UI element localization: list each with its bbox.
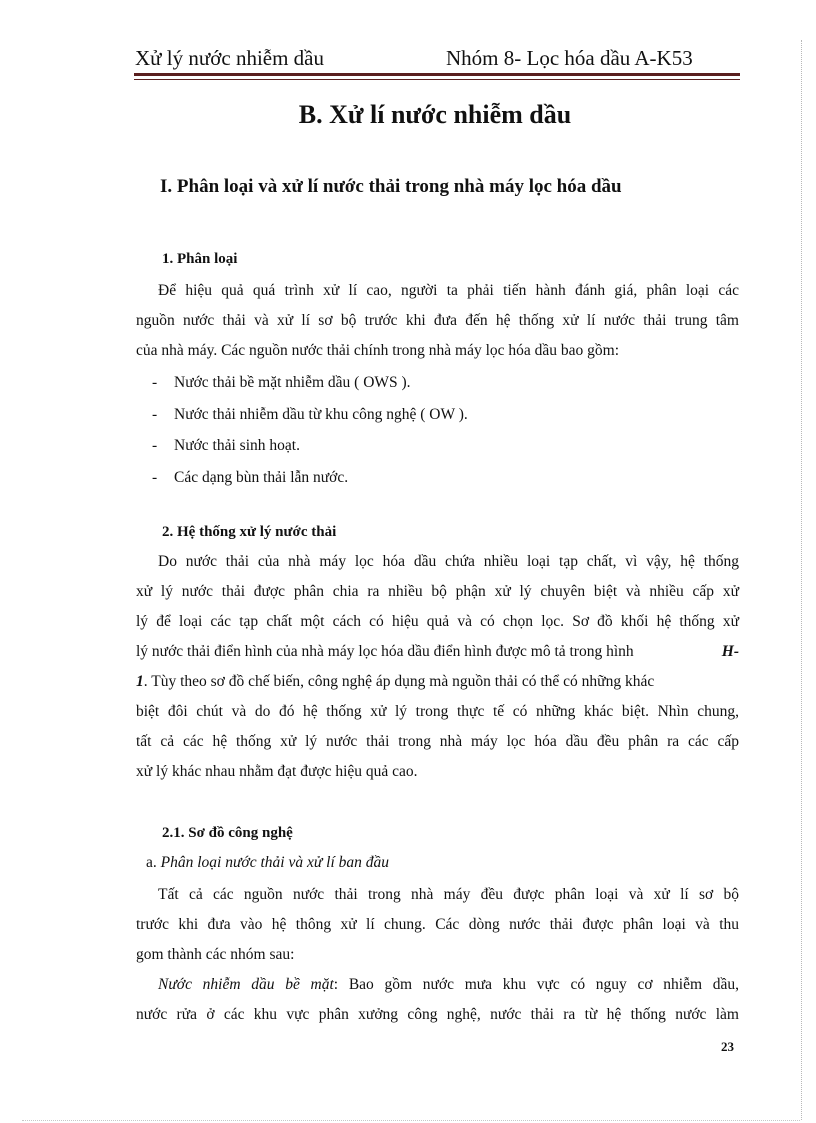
list-item: - Nước thải bề mặt nhiễm dầu ( OWS ).: [152, 374, 411, 391]
paragraph-line: Nước nhiễm dầu bề mặt: Bao gồm nước mưa khu vực có nguy cơ nhiễm dầu,: [158, 976, 739, 993]
paragraph-line: Tất cả các nguồn nước thải trong nhà máy đều được phân loại và xử lí sơ bộ: [158, 886, 739, 903]
list-item: - Các dạng bùn thải lẫn nước.: [152, 468, 349, 486]
paragraph-line: của nhà máy. Các nguồn nước thải chính trong nhà máy lọc hóa dầu bao gồm:: [136, 342, 620, 359]
paragraph-line: tất cả các hệ thống xử lý nước thải trong nhà máy lọc hóa dầu đều phân ra các cấp: [136, 733, 739, 750]
paragraph-line: 1. Tùy theo sơ đồ chế biến, công nghệ áp dụng mà nguồn thải có thể có những khác: [136, 673, 655, 690]
paragraph-line: gom thành các nhóm sau:: [136, 946, 295, 963]
paragraph-line: nguồn nước thải và xử lí sơ bộ trước khi đưa đến hệ thống xử lí nước thải trung tâm: [136, 312, 739, 329]
header-right-title: Nhóm 8- Lọc hóa dầu A-K53: [446, 46, 693, 70]
paragraph-line: trước khi đưa vào hệ thông xử lí chung. Các dòng nước thải được phân loại và thu: [136, 916, 739, 933]
paragraph-line: nước rửa ở các khu vực phân xưởng công nghệ, nước thải ra từ hệ thống nước làm: [136, 1006, 739, 1023]
header-left-title: Xử lý nước nhiễm dầu: [135, 46, 324, 70]
bullet-list-sources: [152, 367, 468, 493]
paragraph-line: lý để loại các tạp chất một cách có hiệu quả và có chọn lọc. Sơ đồ khối hệ thống xử: [136, 613, 739, 630]
paragraph-he-thong: [136, 547, 739, 787]
header-rule-thick: [134, 73, 740, 76]
page-number: 23: [721, 1039, 734, 1054]
paragraph-phan-loai-nuoc-thai: [136, 880, 739, 1030]
page-border-bottom: [22, 1120, 800, 1121]
paragraph-line: xử lý nước thải được phân chia ra nhiều bộ phận xử lý chuyên biệt và nhiều cấp xử: [136, 583, 739, 600]
paragraph-line: xử lý khác nhau nhằm đạt được hiệu quả cao.: [136, 763, 418, 780]
header-rule-thin: [134, 79, 740, 80]
subsection-heading-2: 2. Hệ thống xử lý nước thải: [162, 524, 337, 540]
figure-reference: H-: [721, 643, 739, 660]
paragraph-line: biệt đôi chút và do đó hệ thống xử lý trong thực tế có những khác biệt. Nhìn chung,: [136, 703, 739, 720]
list-item: - Nước thải nhiễm dầu từ khu công nghệ ( OW ).: [152, 405, 468, 423]
list-item: - Nước thải sinh hoạt.: [152, 437, 300, 454]
subsection-heading-1: 1. Phân loại: [162, 251, 238, 267]
paragraph-line: Do nước thải của nhà máy lọc hóa dầu chứa nhiều loại tạp chất, vì vậy, hệ thống: [158, 553, 739, 570]
subsection-heading-2-1: 2.1. Sơ đồ công nghệ: [162, 825, 293, 841]
paragraph-line: Để hiệu quả quá trình xử lí cao, người ta phải tiến hành đánh giá, phân loại các: [158, 282, 739, 299]
section-heading-I: I. Phân loại và xử lí nước thải trong nhà máy lọc hóa dầu: [160, 176, 622, 197]
page-border-right: [801, 40, 802, 1120]
page-title: B. Xử lí nước nhiễm dầu: [298, 100, 572, 129]
item-heading-a: a. Phân loại nước thải và xử lí ban đầu: [146, 854, 390, 871]
paragraph-line: lý nước thải điển hình của nhà máy lọc hóa dầu điển hình được mô tả trong hình H-: [136, 637, 739, 667]
paragraph-phan-loai: [136, 276, 739, 366]
